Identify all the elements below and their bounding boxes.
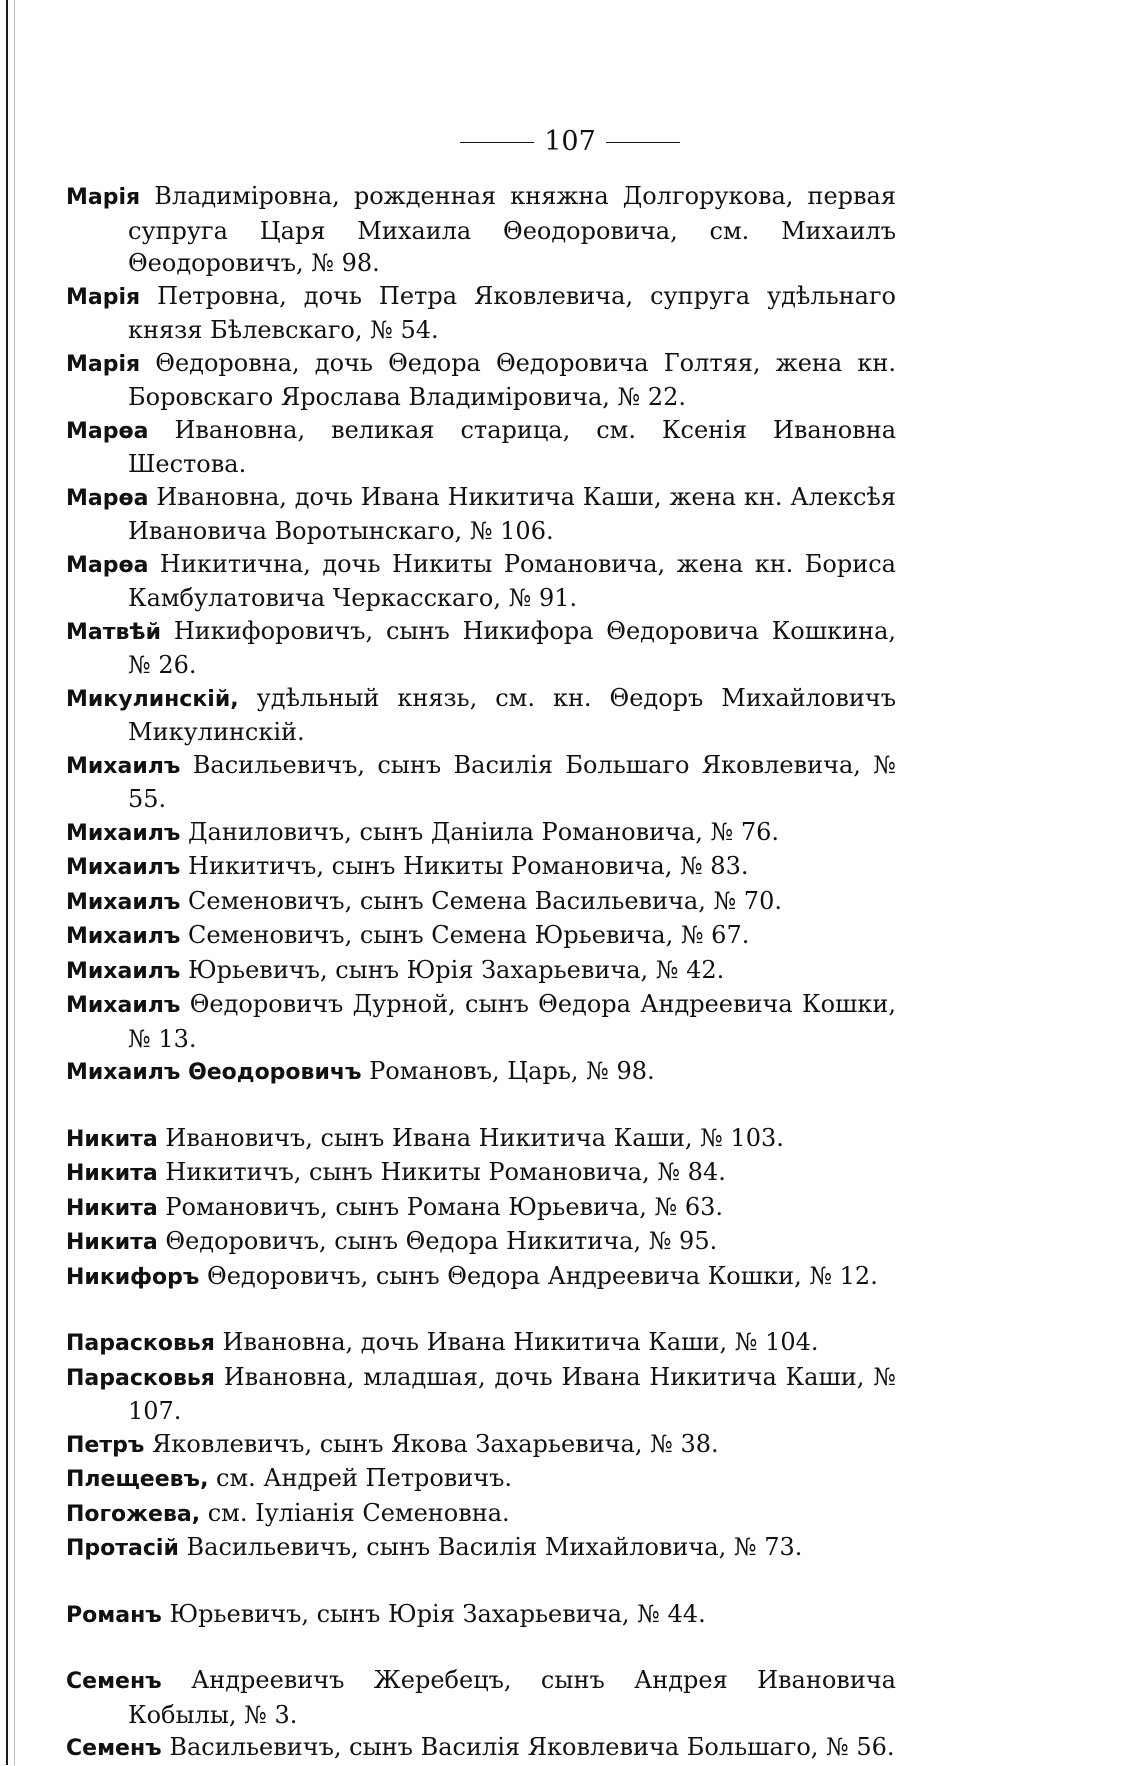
- entry-headword: Марѳа: [66, 418, 149, 444]
- entry-text: Андреевичъ Жеребецъ, сынъ Андрея Ивановича Кобылы, № 3.: [128, 1666, 896, 1729]
- page-number-text: 107: [544, 126, 596, 157]
- entry-headword: Марѳа: [66, 485, 149, 511]
- entry-text: Ивановна, дочь Ивана Никитича Каши, жена кн. Алексѣя Ивановича Воротынскаго, № 106.: [128, 482, 896, 545]
- entry-headword: Петръ: [66, 1432, 145, 1458]
- entry-text: Петровна, дочь Петра Яковлевича, супруга удѣльнаго князя Бѣлевскаго, № 54.: [128, 281, 896, 344]
- entry-headword: Протасій: [66, 1536, 179, 1561]
- entry-text: Ивановна, младшая, дочь Ивана Никитича Каши, № 107.: [128, 1362, 896, 1425]
- entry-headword: Никита: [66, 1126, 158, 1152]
- entry-headword: Марія: [66, 351, 141, 377]
- entry-text: Θедоровичъ, сынъ Θедора Никитича, № 95.: [157, 1227, 718, 1255]
- entry-text: Васильевичъ, сынъ Василія Яковлевича Большаго, № 56.: [161, 1733, 895, 1761]
- page-number: [0, 126, 1140, 157]
- entry-headword: Михаилъ: [66, 820, 181, 846]
- entry-headword: Микулинскій,: [66, 686, 239, 712]
- page-number-rule-right: [606, 142, 680, 143]
- entry-headword: Никифоръ: [66, 1264, 200, 1290]
- entry-text: Ивановна, дочь Ивана Никитича Каши, № 104.: [214, 1328, 819, 1356]
- index-entry: [66, 919, 896, 954]
- index-entry: [66, 414, 896, 481]
- entry-headword: Матвѣй: [66, 619, 162, 645]
- entry-text: Никитична, дочь Никиты Романовича, жена кн. Бориса Камбулатовича Черкасскаго, № 91.: [128, 549, 896, 612]
- name-index: [66, 180, 896, 1766]
- scan-border-line: [6, 0, 8, 1765]
- entry-headword: Марѳа: [66, 552, 149, 578]
- index-entry: [66, 280, 896, 347]
- index-entry: [66, 850, 896, 885]
- entry-headword: Парасковья: [66, 1365, 215, 1391]
- entry-text: см. Іуліанія Семеновна.: [200, 1498, 510, 1527]
- entry-text: Семеновичъ, сынъ Семена Васильевича, № 70.: [180, 886, 782, 915]
- index-entry: [66, 1122, 896, 1157]
- entry-headword: Михаилъ: [66, 993, 181, 1018]
- entry-text: см. Андрей Петровичъ.: [208, 1464, 513, 1492]
- index-entry: [66, 347, 896, 414]
- index-entry: [66, 954, 896, 989]
- index-entry: [66, 1326, 896, 1361]
- section-gap: [66, 1566, 896, 1598]
- entry-headword: Плещеевъ,: [66, 1467, 209, 1492]
- section-gap: [66, 1090, 896, 1122]
- page-number-rule-left: [460, 142, 534, 143]
- index-entry: [66, 1361, 896, 1428]
- index-entry: [66, 1156, 896, 1191]
- entry-text: Романовъ, Царь, № 98.: [361, 1057, 655, 1085]
- index-entry: [66, 1260, 896, 1295]
- index-entry: [66, 1055, 896, 1090]
- entry-text: Юрьевичъ, сынъ Юрія Захарьевича, № 42.: [180, 955, 725, 984]
- entry-text: Ивановна, великая старица, см. Ксенія Ивановна Шестова.: [128, 415, 896, 478]
- entry-text: Никитичъ, сынъ Никиты Романовича, № 83.: [180, 852, 749, 880]
- entry-headword: Парасковья: [66, 1331, 215, 1356]
- entry-headword: Михаилъ: [66, 889, 181, 915]
- scan-border-shadow: [14, 0, 15, 1765]
- index-entry: [66, 1664, 896, 1731]
- entry-headword: Михаилъ: [66, 924, 181, 949]
- index-entry: [66, 885, 896, 920]
- index-entry: [66, 1428, 896, 1463]
- entry-text: Романовичъ, сынъ Романа Юрьевича, № 63.: [157, 1192, 723, 1221]
- entry-text: удѣльный князь, см. кн. Θедоръ Михайловичъ Микулинскій.: [128, 683, 896, 746]
- index-entry: [66, 1225, 896, 1260]
- entry-headword: Никита: [66, 1195, 158, 1221]
- entry-text: Юрьевичъ, сынъ Юрія Захарьевича, № 44.: [161, 1599, 706, 1628]
- entry-headword: Михаилъ: [66, 855, 181, 880]
- entry-headword: Погожева,: [66, 1501, 201, 1527]
- entry-text: Θедоровичъ Дурной, сынъ Θедора Андреевича Кошки, № 13.: [128, 990, 896, 1053]
- index-entry: [66, 1731, 896, 1766]
- index-entry: [66, 615, 896, 682]
- entry-text: Θедоровичъ, сынъ Θедора Андреевича Кошки, № 12.: [199, 1261, 878, 1290]
- entry-headword: Никита: [66, 1161, 158, 1186]
- entry-text: Семеновичъ, сынъ Семена Юрьевича, № 67.: [180, 921, 750, 949]
- index-entry: [66, 1462, 896, 1497]
- entry-headword: Михаилъ: [66, 958, 181, 984]
- entry-text: Никитичъ, сынъ Никиты Романовича, № 84.: [157, 1158, 726, 1186]
- index-entry: [66, 180, 896, 280]
- section-gap: [66, 1294, 896, 1326]
- index-entry: [66, 988, 896, 1055]
- index-entry: [66, 481, 896, 548]
- entry-text: Θедоровна, дочь Θедора Θедоровича Голтяя, жена кн. Боровскаго Ярослава Владиміровича, № 22.: [128, 348, 896, 411]
- index-entry: [66, 816, 896, 851]
- entry-text: Васильевичъ, сынъ Василія Михайловича, № 73.: [178, 1533, 803, 1561]
- entry-headword: Марія: [66, 284, 141, 310]
- entry-headword: Семенъ: [66, 1669, 162, 1694]
- index-entry: [66, 1531, 896, 1566]
- entry-headword: Никита: [66, 1230, 158, 1255]
- entry-text: Ивановичъ, сынъ Ивана Никитича Каши, № 103.: [157, 1123, 784, 1152]
- index-entry: [66, 548, 896, 615]
- entry-headword: Марія: [66, 185, 141, 210]
- index-entry: [66, 1191, 896, 1226]
- index-entry: [66, 1497, 896, 1532]
- entry-text: Даниловичъ, сынъ Даніила Романовича, № 76.: [180, 817, 780, 846]
- entry-headword: Михаилъ Θеодоровичъ: [66, 1060, 362, 1085]
- index-entry: [66, 1598, 896, 1633]
- entry-headword: Романъ: [66, 1602, 162, 1628]
- index-entry: [66, 682, 896, 749]
- entry-headword: Михаилъ: [66, 753, 181, 779]
- entry-text: Васильевичъ, сынъ Василія Большаго Яковлевича, № 55.: [128, 750, 896, 813]
- entry-text: Владиміровна, рожденная княжна Долгорукова, первая супруга Царя Михаила Θеодоровича, см. Михаилъ Θеодоровичъ, № 98.: [128, 182, 896, 277]
- section-gap: [66, 1632, 896, 1664]
- entry-text: Яковлевичъ, сынъ Якова Захарьевича, № 38.: [144, 1429, 719, 1458]
- entry-headword: Семенъ: [66, 1736, 162, 1761]
- index-entry: [66, 749, 896, 816]
- entry-text: Никифоровичъ, сынъ Никифора Θедоровича Кошкина, № 26.: [128, 616, 896, 679]
